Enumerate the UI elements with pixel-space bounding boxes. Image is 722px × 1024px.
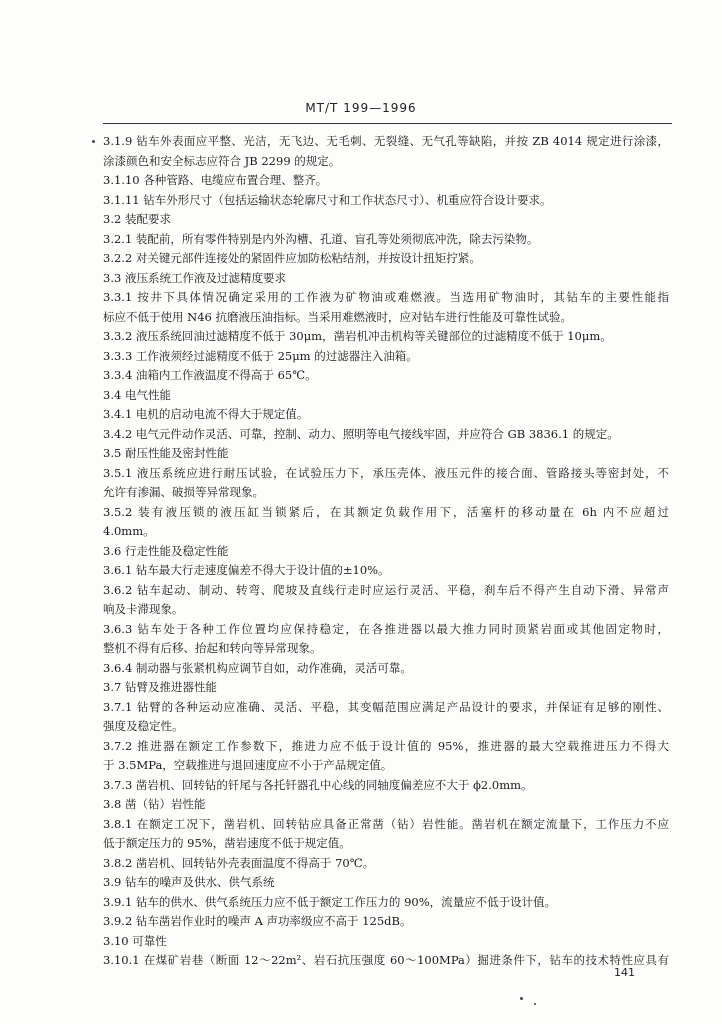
text-line: 3.9.1 钻车的供水、供气系统压力应不低于额定工作压力的 90%，流量应不低于设计值。 <box>103 894 557 909</box>
text-line: 3.9 钻车的噪声及供水、供气系统 <box>103 875 275 889</box>
text-line: 3.7.3 凿岩机、回转钻的钎尾与各托钎器孔中心线的同轴度偏差应不大于 ϕ2.0mm。 <box>103 777 533 792</box>
text-line: 3.7.2 推进器在额定工作参数下，推进力应不低于设计值的 95%，推进器的最大空载推进压力不得大 <box>103 738 669 753</box>
scan-speck <box>520 997 523 1000</box>
text-line: 3.6.2 钻车起动、制动、转弯、爬坡及直线行走时应运行灵活、平稳，刹车后不得产生自动下滑、异常声 <box>103 582 669 597</box>
text-line: 3.2.2 对关键元部件连接处的紧固件应加防松粘结剂，并按设计扭矩拧紧。 <box>103 251 481 265</box>
text-line: 允许有渗漏、破损等异常现象。 <box>103 485 264 499</box>
text-line: 3.4.1 电机的启动电流不得大于规定值。 <box>103 407 309 421</box>
text-line: 标应不低于使用 N46 抗磨液压油指标。当采用难燃液时，应对钻车进行性能及可靠性试验。 <box>103 309 573 324</box>
text-line: 3.5 耐压性能及密封性能 <box>103 446 229 460</box>
text-line: 3.5.1 液压系统应进行耐压试验，在试验压力下，承压壳体、液压元件的接合面、管路接头等密封处，不 <box>103 465 669 480</box>
text-line: 4.0mm。 <box>103 524 155 538</box>
text-line: 3.6.4 制动器与张紧机构应调节自如，动作准确，灵活可靠。 <box>103 660 412 675</box>
text-line: 强度及稳定性。 <box>103 719 184 733</box>
header-rule <box>103 123 672 124</box>
text-line: 低于额定压力的 95%，凿岩速度不低于规定值。 <box>103 836 351 850</box>
text-line: 3.7 钻臂及推进器性能 <box>103 680 217 694</box>
text-line: 整机不得有后移、抬起和转向等异常现象。 <box>103 641 322 655</box>
text-line: 3.3.4 油箱内工作液温度不得高于 65℃。 <box>103 368 317 382</box>
scan-speck <box>534 1003 536 1005</box>
text-line: 3.3.3 工作液须经过滤精度不低于 25μm 的过滤器注入油箱。 <box>103 348 418 363</box>
text-line: 3.3.2 液压系统回油过滤精度不低于 30μm，凿岩机冲击机构等关键部位的过滤精度不低于 10μm。 <box>103 329 612 343</box>
body-text <box>103 132 669 971</box>
text-line: 3.10 可靠性 <box>103 933 167 948</box>
text-line: 3.2.1 装配前，所有零件特别是内外沟槽、孔道、盲孔等处须彻底冲洗，除去污染物。 <box>103 231 539 246</box>
text-line: 3.1.11 钻车外形尺寸（包括运输状态轮廓尺寸和工作状态尺寸）、机重应符合设计要求。 <box>103 192 552 207</box>
text-line: 3.1.10 各种管路、电缆应布置合理、整齐。 <box>103 173 328 187</box>
text-line: 3.3 液压系统工作液及过滤精度要求 <box>103 270 286 285</box>
text-line: 响及卡滞现象。 <box>103 602 184 616</box>
text-line: 涂漆颜色和安全标志应符合 JB 2299 的规定。 <box>103 153 341 168</box>
text-line: 3.4.2 电气元件动作灵活、可靠，控制、动力、照明等电气接线牢固，并应符合 GB 3836.1 的规定。 <box>103 426 619 441</box>
text-line: 3.6.1 钻车最大行走速度偏差不得大于设计值的±10%。 <box>103 563 390 577</box>
text-line: 3.6 行走性能及稳定性能 <box>103 543 229 558</box>
text-line: 3.8 凿（钻）岩性能 <box>103 797 206 811</box>
text-line: 于 3.5MPa，空载推进与退回速度应不小于产品规定值。 <box>103 758 393 772</box>
standard-code-header: MT/T 199—1996 <box>305 101 417 115</box>
text-line: 3.8.1 在额定工况下，凿岩机、回转钻应具备正常凿（钻）岩性能。凿岩机在额定流量下，工作压力不应 <box>103 816 669 831</box>
text-line: 3.7.1 钻臂的各种运动应准确、灵活、平稳，其变幅范围应满足产品设计的要求，并保证有足够的刚性、 <box>103 699 669 714</box>
text-line: 3.9.2 钻车凿岩作业时的噪声 A 声功率级应不高于 125dB。 <box>103 914 412 928</box>
text-line: 3.2 装配要求 <box>103 212 171 226</box>
text-line: 3.6.3 钻车处于各种工作位置均应保持稳定，在各推进器以最大推力同时顶紧岩面或其他固定物时， <box>103 621 669 636</box>
text-line: 3.3.1 按井下具体情况确定采用的工作液为矿物油或难燃液。当选用矿物油时，其钻车的主要性能指 <box>103 290 669 304</box>
text-line: 3.10.1 在煤矿岩巷（断面 12～22m²、岩石抗压强度 60～100MPa）掘进条件下，钻车的技术特性应具有 <box>103 953 669 967</box>
page-number: 141 <box>614 966 635 979</box>
text-line: 3.5.2 装有液压锁的液压缸当锁紧后，在其额定负载作用下，活塞杆的移动量在 6h 内不应超过 <box>103 504 669 519</box>
text-line: 3.8.2 凿岩机、回转钻外壳表面温度不得高于 70℃。 <box>103 855 375 870</box>
text-line: 3.4 电气性能 <box>103 387 171 402</box>
text-line: 3.1.9 钻车外表面应平整、光洁，无飞边、无毛刺、无裂缝、无气孔等缺陷，并按 ZB 4014 规定进行涂漆， <box>103 134 669 148</box>
scan-speck <box>92 140 95 143</box>
